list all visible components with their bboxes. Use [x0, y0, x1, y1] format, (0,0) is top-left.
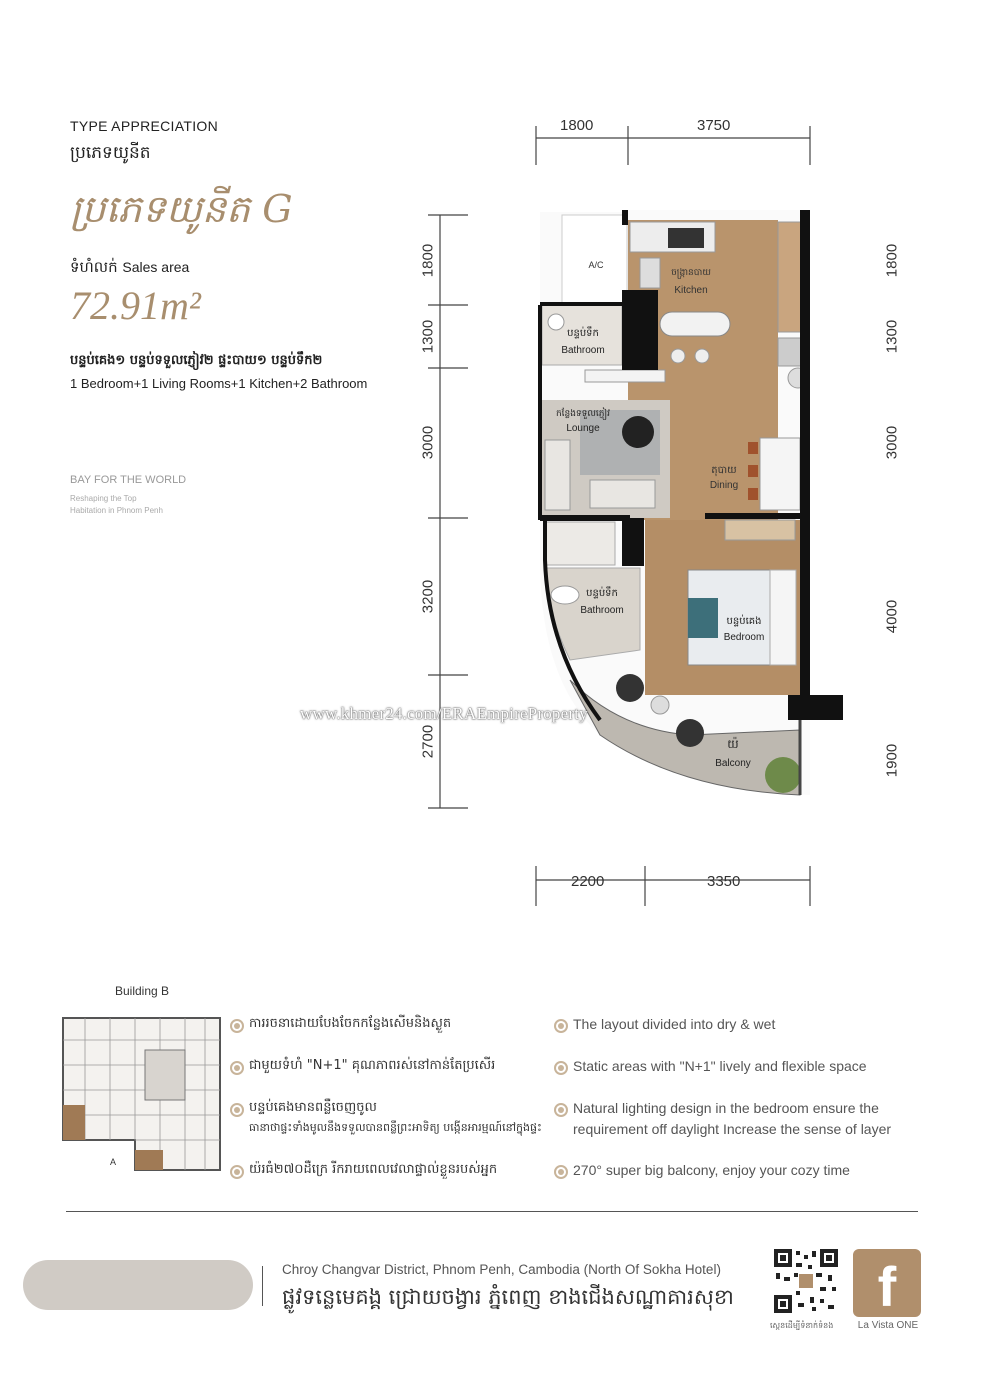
- bathroom2-label-km: បន្ទប់ទឹក: [586, 588, 618, 599]
- feature-km-1: ការរចនាដោយបែងចែកកន្លែងសើមនិងស្ងួត: [249, 1016, 452, 1031]
- footer-divider: [66, 1211, 918, 1212]
- key-plan-marker: A: [110, 1157, 117, 1167]
- dim-left-2: 1300: [419, 319, 437, 354]
- sales-area-label-km: ទំហំលក់: [70, 258, 118, 276]
- lounge-label-km: កន្លែងទទួលភ្ញៀវ: [555, 409, 611, 419]
- footer-separator: [262, 1266, 263, 1306]
- kitchen-label-en: Kitchen: [674, 285, 708, 296]
- type-heading-km: ប្រភេទយូនីត: [70, 143, 151, 163]
- feature-en-1: The layout divided into dry & wet: [573, 1016, 776, 1032]
- address-km: ផ្លូវទន្លេមេគង្គ ជ្រោយចង្វារ ភ្នំពេញ ខាងជើងសណ្ឋាគារសុខា: [282, 1285, 734, 1309]
- logo-placeholder-pill: [23, 1260, 253, 1310]
- feature-km-3b: ធានាថាផ្ទះទាំងមូលនឹងទទួលបានពន្លឺព្រះអាទិត្យ បង្កើនអារម្មណ៍នៅក្នុងផ្ទះ: [249, 1121, 542, 1134]
- bathroom2-label-en: Bathroom: [580, 605, 624, 616]
- feature-en-2: Static areas with "N+1" lively and flexible space: [573, 1058, 867, 1074]
- dim-right-1: 1800: [883, 243, 901, 278]
- bedroom-label-km: បន្ទប់គេង: [726, 616, 762, 627]
- feature-bullet-km-4: [230, 1165, 244, 1179]
- bathroom1-label-en: Bathroom: [561, 345, 605, 356]
- feature-km-2: ជាមួយទំហំ "N+1" គុណភាពរស់នៅកាន់តែប្រសើរ: [249, 1058, 496, 1073]
- sales-area-label: [70, 258, 189, 280]
- dining-label-en: Dining: [709, 480, 739, 491]
- balcony-label-en: Balcony: [715, 758, 751, 769]
- dim-right-3: 3000: [883, 425, 901, 460]
- room-summary-km: បន្ទប់គេង១ បន្ទប់ទទួលភ្ញៀវ២ ផ្ទះបាយ១ បន្ទប់ទឹក២: [70, 353, 323, 368]
- ac-label: A/C: [588, 260, 604, 270]
- room-summary-en: 1 Bedroom+1 Living Rooms+1 Kitchen+2 Bathroom: [70, 376, 368, 391]
- dim-top-2: 3750: [697, 117, 731, 134]
- dim-top-1: 1800: [560, 117, 594, 134]
- feature-bullet-en-2: [554, 1061, 568, 1075]
- dim-left-1: 1800: [419, 243, 437, 278]
- feature-bullet-km-3: [230, 1103, 244, 1117]
- kitchen-label-km: ចង្ក្រានបាយ: [671, 268, 711, 278]
- bedroom-label-en: Bedroom: [723, 632, 765, 643]
- slogan-line-1: Reshaping the Top: [70, 494, 137, 503]
- slogan-subtitle: [70, 493, 163, 517]
- building-title: Building B: [115, 984, 170, 998]
- sales-area-label-en: Sales area: [122, 259, 190, 275]
- feature-km-4: យ៉រធំ២៧០ដឺក្រេ រីករាយពេលវេលាផ្ទាល់ខ្លួនរបស់អ្នក: [249, 1162, 498, 1177]
- dim-bottom-2: 3350: [707, 873, 741, 890]
- feature-bullet-en-4: [554, 1165, 568, 1179]
- feature-en-3b: requirement off daylight Increase the sense of layer: [573, 1121, 892, 1137]
- feature-bullet-en-3: [554, 1103, 568, 1117]
- watermark-text: www.khmer24.com/ERAEmpireProperty: [300, 704, 588, 723]
- unit-type-title: ប្រភេទយូនីត G: [70, 187, 293, 231]
- feature-en-4: 270° super big balcony, enjoy your cozy time: [573, 1162, 850, 1178]
- building-key-plan: [55, 1010, 230, 1180]
- qr-code-icon[interactable]: [772, 1247, 840, 1315]
- dim-left-4: 3200: [419, 579, 437, 614]
- dim-right-2: 1300: [883, 319, 901, 354]
- floor-plan: [420, 110, 860, 910]
- dim-left-5: 2700: [419, 724, 437, 759]
- feature-bullet-km-2: [230, 1061, 244, 1075]
- dim-right-5: 1900: [883, 743, 901, 778]
- address-en: Chroy Changvar District, Phnom Penh, Cambodia (North Of Sokha Hotel): [282, 1262, 721, 1277]
- feature-en-3: Natural lighting design in the bedroom ensure the: [573, 1100, 879, 1116]
- dim-right-4: 4000: [883, 599, 901, 634]
- dim-bottom-1: 2200: [571, 873, 605, 890]
- lounge-label-en: Lounge: [566, 423, 600, 434]
- qr-caption: ស្កេនដើម្បីទំនាក់ទំនង: [770, 1321, 834, 1330]
- feature-bullet-en-1: [554, 1019, 568, 1033]
- facebook-icon[interactable]: f: [877, 1255, 897, 1318]
- sales-area-value: 72.91m²: [70, 283, 201, 328]
- slogan-line-2: Habitation in Phnom Penh: [70, 506, 163, 515]
- slogan-title: BAY FOR THE WORLD: [70, 474, 187, 486]
- feature-km-3: បន្ទប់គេងមានពន្លឺចេញចូល: [249, 1100, 377, 1115]
- bathroom1-label-km: បន្ទប់ទឹក: [567, 328, 599, 339]
- dim-left-3: 3000: [419, 425, 437, 460]
- feature-bullet-km-1: [230, 1019, 244, 1033]
- balcony-label-km: យ៉: [727, 737, 739, 751]
- facebook-page-name: La Vista ONE: [857, 1320, 919, 1331]
- dining-label-km: តុបាយ: [711, 465, 737, 476]
- type-heading-en: TYPE APPRECIATION: [70, 118, 218, 134]
